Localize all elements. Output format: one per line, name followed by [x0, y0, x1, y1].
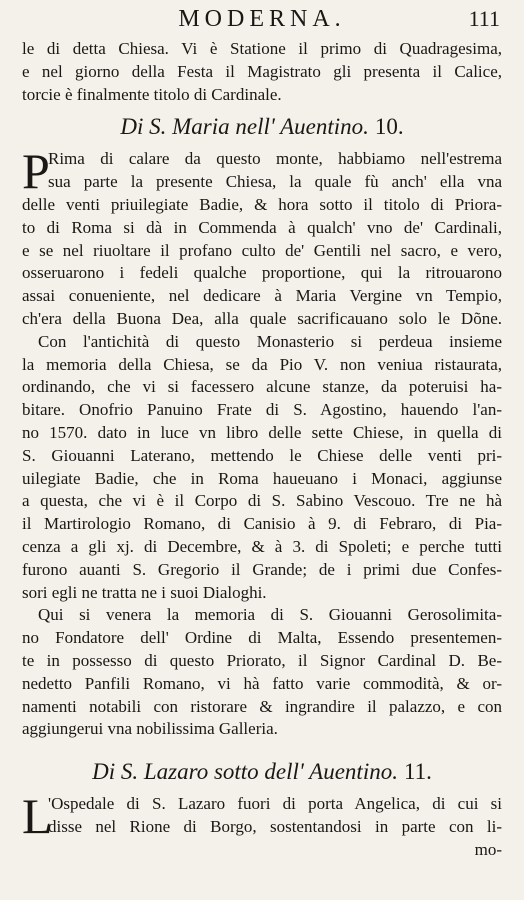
text-line: sori egli ne tratta ne i suoi Dialoghi.: [22, 582, 267, 602]
text-line: to di Roma si dà in Commenda à qualch' vno de' Cardinali,: [22, 217, 502, 237]
section-heading-maria: [22, 112, 502, 142]
running-title: MODERNA.: [178, 6, 346, 32]
section-number: 11.: [403, 759, 432, 785]
text-line: cenza a gli xj. di Decembre, & à 3. di Spoleti; e perche tutti: [22, 536, 502, 556]
text-line: e se nel riuoltare il profano culto de' Gentili nel sacro, e vero,: [22, 240, 502, 260]
text-line: nedetto Panfili Romano, vi hà fatto varie commodità, & or-: [22, 673, 502, 693]
text-line: assai conueniente, nel dedicare à Maria Vergine vn Tempio,: [22, 286, 502, 306]
running-head: [22, 0, 502, 38]
text-line: il Martirologio Romano, di Canisio à 9. di Febraro, di Pia-: [22, 514, 502, 534]
text-line: te in possesso di questo Priorato, il Signor Cardinal D. Be-: [22, 650, 502, 670]
text-line: e nel giorno della Festa il Magistrato gli presenta il Calice,: [22, 61, 502, 81]
section-heading-text: Di S. Lazaro sotto dell' Auentino.: [92, 759, 398, 785]
text-line: 'Ospedale di S. Lazaro fuori di porta Angelica, di cui si: [48, 794, 502, 814]
intro-paragraph: [22, 38, 502, 106]
text-line: la memoria della Chiesa, se da Pio V. non veniua ristaurata,: [22, 354, 502, 374]
text-line: disse nel Rione di Borgo, sostentandosi in parte con li-: [48, 816, 502, 836]
text-line: furono auanti S. Gregorio il Grande; de i primi due Confes-: [22, 559, 502, 579]
spacer: [22, 741, 502, 751]
text-line: no 1570. dato in luce vn libro delle sette Chiese, in quella di: [22, 422, 502, 442]
text-line: a questa, che vi è il Corpo di S. Sabino Vescouo. Tre ne hà: [22, 491, 502, 511]
text-line: ch'era della Buona Dea, alla quale sacrificauano solo le Dõne.: [22, 308, 502, 328]
text-line: uilegiate Badie, che in Roma haueuano i Monaci, aggiunse: [22, 468, 502, 488]
drop-cap-letter: L: [22, 788, 53, 845]
text-line: delle venti priuilegiate Badie, & hora sotto il titolo di Priora-: [22, 194, 502, 214]
section-heading-lazaro: [22, 757, 502, 787]
text-line: ordinando, che vi si facessero alcune stanze, da poteruisi ha-: [22, 377, 502, 397]
text-line: no Fondatore dell' Ordine di Malta, Essendo presentemen-: [22, 628, 502, 648]
text-line: S. Giouanni Laterano, mettendo le Chiese delle venti pri-: [22, 445, 502, 465]
text-line: sua parte la presente Chiesa, la quale fù anch' ella vna: [48, 172, 502, 192]
text-line: torcie è finalmente titolo di Cardinale.: [22, 84, 282, 104]
text-line: aggiungerui vna nobilissima Galleria.: [22, 719, 278, 739]
section-body-maria: [22, 194, 502, 741]
catchword: mo-: [474, 839, 502, 859]
text-line: bitare. Onofrio Panuino Frate di S. Agostino, hauendo l'an-: [22, 400, 502, 420]
text-line: Con l'antichità di questo Monasterio si perdeua insieme: [38, 331, 502, 351]
text-line: osseruarono i fedeli qualche proportione, qui la ritrouarono: [22, 263, 502, 283]
text-line: le di detta Chiesa. Vi è Statione il primo di Quadragesima,: [22, 39, 502, 58]
page-number: 111: [468, 6, 500, 31]
text-line: Qui si venera la memoria di S. Giouanni Gerosolimita-: [38, 605, 502, 625]
section-heading-text: Di S. Maria nell' Auentino.: [120, 114, 369, 140]
drop-cap-paragraph: [22, 788, 502, 845]
drop-cap-paragraph: [22, 143, 502, 200]
text-line: namenti notabili con ristorare & ingrandire il palazzo, e con: [22, 696, 502, 716]
text-line: Rima di calare da questo monte, habbiamo nell'estrema: [48, 149, 502, 169]
section-number: 10.: [374, 114, 404, 140]
drop-cap-letter: P: [22, 143, 50, 200]
